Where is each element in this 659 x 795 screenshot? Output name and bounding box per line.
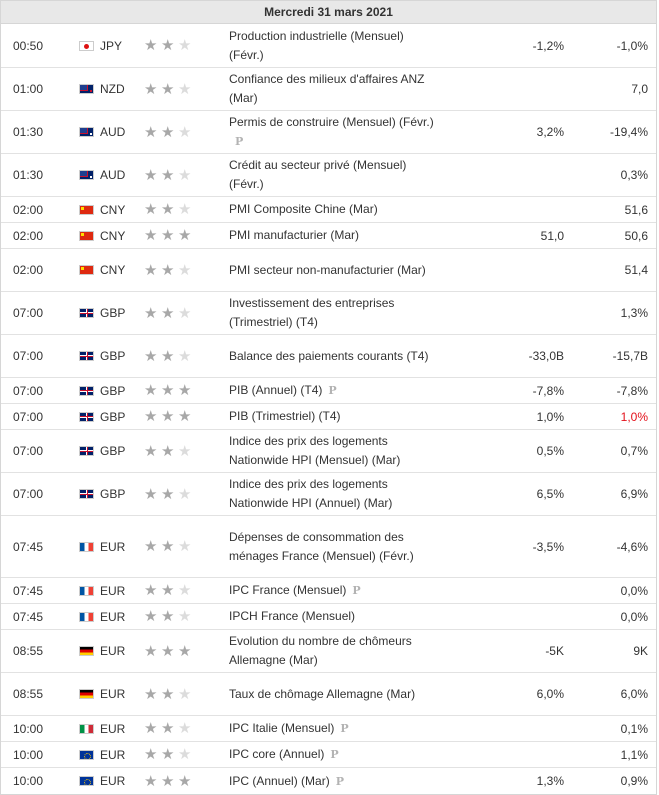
event-previous: -4,6%: [616, 539, 648, 554]
event-time: 02:00: [13, 202, 44, 217]
preliminary-icon: P: [328, 384, 337, 397]
event-previous: 0,0%: [620, 609, 648, 624]
event-currency: [75, 410, 138, 424]
event-name[interactable]: [229, 291, 434, 335]
importance-stars: [138, 202, 229, 217]
event-row[interactable]: [1, 68, 656, 111]
star-icon: ★: [178, 261, 192, 279]
currency-code: JPY: [100, 38, 123, 53]
star-icon: ★: [178, 746, 192, 763]
event-currency: [75, 748, 138, 762]
event-label[interactable]: PMI Composite Chine (Mar): [229, 202, 378, 216]
germany-flag-icon: [79, 646, 94, 656]
australia-flag-icon: [79, 170, 94, 180]
event-time: 01:30: [13, 168, 44, 182]
event-currency: [75, 168, 138, 182]
event-time: 02:00: [13, 263, 44, 277]
italy-flag-icon: [79, 724, 94, 734]
event-time: 10:00: [13, 774, 44, 788]
event-name[interactable]: [229, 24, 434, 68]
uk-flag-icon: [79, 351, 94, 361]
currency-code: EUR: [100, 539, 126, 554]
event-label[interactable]: Taux de chômage Allemagne (Mar): [229, 686, 416, 701]
currency-code: CNY: [100, 263, 126, 277]
importance-stars: [138, 747, 229, 762]
star-icon: ★: [161, 582, 175, 599]
uk-flag-icon: [79, 489, 94, 499]
event-currency: [75, 306, 138, 320]
star-icon: ★: [178, 772, 192, 790]
currency-code: GBP: [100, 487, 126, 501]
importance-stars: [138, 644, 229, 659]
event-previous: -1,0%: [616, 38, 648, 53]
event-time: 07:00: [13, 383, 44, 398]
star-icon: ★: [144, 123, 158, 141]
star-icon: ★: [161, 485, 175, 503]
event-label[interactable]: Balance des paiements courants (T4): [229, 348, 429, 363]
importance-stars: [138, 168, 229, 183]
new-zealand-flag-icon: [79, 84, 94, 94]
currency-code: GBP: [100, 383, 126, 398]
event-previous: 51,4: [624, 263, 648, 277]
star-icon: ★: [144, 772, 158, 790]
france-flag-icon: [79, 542, 94, 552]
event-actual: -1,2%: [532, 38, 564, 53]
event-row[interactable]: [1, 111, 656, 154]
event-label[interactable]: Evolution du nombre de chômeurs Allemagne (Mar): [229, 634, 412, 667]
star-icon: ★: [161, 720, 175, 737]
star-icon: ★: [144, 227, 158, 244]
event-name[interactable]: [229, 67, 434, 111]
event-name[interactable]: [229, 429, 434, 473]
event-time: 07:45: [13, 583, 44, 598]
event-label[interactable]: PIB (Trimestriel) (T4): [229, 409, 341, 423]
event-previous: 50,6: [624, 228, 648, 243]
star-icon: ★: [178, 80, 192, 98]
star-icon: ★: [178, 608, 192, 625]
event-name[interactable]: [229, 472, 434, 516]
currency-code: GBP: [100, 409, 126, 424]
event-currency: [75, 229, 138, 243]
currency-code: GBP: [100, 444, 126, 458]
event-time: 00:50: [13, 38, 44, 53]
star-icon: ★: [161, 772, 175, 790]
event-previous: 0,0%: [620, 583, 648, 598]
event-currency: [75, 687, 138, 701]
star-icon: ★: [144, 80, 158, 98]
event-name[interactable]: [229, 223, 434, 248]
event-label[interactable]: Confiance des milieux d'affaires ANZ (Mar): [229, 72, 425, 105]
star-icon: ★: [161, 304, 175, 322]
star-icon: ★: [161, 746, 175, 763]
event-label[interactable]: IPC core (Annuel): [229, 747, 325, 761]
preliminary-icon: P: [335, 774, 344, 788]
event-actual: 3,2%: [536, 125, 564, 139]
uk-flag-icon: [79, 386, 94, 396]
star-icon: ★: [144, 608, 158, 625]
star-icon: ★: [178, 642, 192, 660]
event-actual: -7,8%: [532, 383, 564, 398]
currency-code: EUR: [100, 747, 126, 762]
event-actual: 6,5%: [536, 487, 564, 501]
star-icon: ★: [144, 37, 158, 54]
star-icon: ★: [161, 261, 175, 279]
star-icon: ★: [144, 582, 158, 599]
importance-stars: [138, 487, 229, 502]
star-icon: ★: [178, 227, 192, 244]
event-previous: 6,9%: [620, 487, 648, 501]
event-row[interactable]: [1, 716, 656, 742]
star-icon: ★: [161, 685, 175, 703]
event-row[interactable]: [1, 604, 656, 630]
event-row[interactable]: [1, 742, 656, 768]
event-name[interactable]: [229, 629, 434, 673]
star-icon: ★: [178, 304, 192, 322]
star-icon: ★: [144, 304, 158, 322]
star-icon: ★: [144, 382, 158, 399]
event-actual: -3,5%: [532, 539, 564, 554]
star-icon: ★: [161, 123, 175, 141]
star-icon: ★: [161, 382, 175, 399]
france-flag-icon: [79, 586, 94, 596]
event-name[interactable]: [229, 716, 434, 741]
star-icon: ★: [144, 538, 158, 555]
event-row[interactable]: [1, 292, 656, 335]
star-icon: ★: [161, 166, 175, 184]
event-actual: -5K: [545, 644, 564, 658]
star-icon: ★: [178, 201, 192, 218]
currency-code: CNY: [100, 202, 126, 217]
event-actual: 0,5%: [536, 444, 564, 458]
australia-flag-icon: [79, 127, 94, 137]
star-icon: ★: [144, 408, 158, 425]
eu-flag-icon: [79, 776, 94, 786]
event-currency: [75, 610, 138, 624]
event-label[interactable]: IPC France (Mensuel): [229, 583, 347, 597]
event-row[interactable]: [1, 578, 656, 604]
event-label[interactable]: IPC (Annuel) (Mar): [229, 773, 330, 788]
events-table: [1, 24, 656, 794]
event-name[interactable]: [229, 258, 434, 283]
event-time: 01:30: [13, 125, 44, 139]
event-currency: [75, 540, 138, 554]
importance-stars: [138, 125, 229, 140]
event-row[interactable]: [1, 249, 656, 292]
event-currency: [75, 487, 138, 501]
event-label[interactable]: Indice des prix des logements Nationwide HPI (Mensuel) (Mar): [229, 434, 401, 467]
star-icon: ★: [161, 642, 175, 660]
eu-flag-icon: [79, 750, 94, 760]
star-icon: ★: [161, 347, 175, 365]
star-icon: ★: [178, 485, 192, 503]
star-icon: ★: [144, 746, 158, 763]
uk-flag-icon: [79, 308, 94, 318]
event-time: 07:00: [13, 409, 44, 424]
event-row[interactable]: [1, 154, 656, 197]
event-previous: 1,3%: [620, 306, 648, 320]
event-currency: [75, 263, 138, 277]
event-label[interactable]: IPC Italie (Mensuel): [229, 721, 335, 735]
event-actual: 51,0: [540, 228, 564, 243]
currency-code: EUR: [100, 687, 126, 701]
event-previous: 0,9%: [620, 774, 648, 788]
currency-code: AUD: [100, 125, 126, 139]
currency-code: EUR: [100, 644, 126, 658]
event-name[interactable]: [229, 153, 434, 197]
event-label[interactable]: Indice des prix des logements Nationwide HPI (Annuel) (Mar): [229, 477, 393, 510]
star-icon: ★: [178, 166, 192, 184]
event-row[interactable]: [1, 673, 656, 716]
event-name[interactable]: [229, 682, 434, 707]
event-row[interactable]: [1, 516, 656, 578]
currency-code: EUR: [100, 721, 126, 736]
importance-stars: [138, 687, 229, 702]
importance-stars: [138, 721, 229, 736]
event-label[interactable]: Investissement des entreprises (Trimestriel) (T4): [229, 296, 395, 329]
star-icon: ★: [144, 720, 158, 737]
event-currency: [75, 125, 138, 139]
star-icon: ★: [144, 485, 158, 503]
event-label[interactable]: PMI manufacturier (Mar): [229, 228, 360, 242]
preliminary-icon: P: [340, 722, 349, 735]
event-row[interactable]: [1, 378, 656, 404]
currency-code: EUR: [100, 609, 126, 624]
event-label[interactable]: Dépenses de consommation des ménages France (Mensuel) (Févr.): [229, 529, 414, 563]
importance-stars: [138, 383, 229, 398]
event-time: 07:45: [13, 609, 44, 624]
event-name[interactable]: [229, 404, 434, 429]
importance-stars: [138, 583, 229, 598]
star-icon: ★: [178, 408, 192, 425]
event-row[interactable]: [1, 24, 656, 68]
star-icon: ★: [161, 608, 175, 625]
event-currency: [75, 774, 138, 788]
star-icon: ★: [178, 37, 192, 54]
importance-stars: [138, 774, 229, 789]
event-row[interactable]: [1, 335, 656, 378]
event-label[interactable]: Permis de construire (Mensuel) (Févr.): [229, 115, 434, 129]
date-header: Mercredi 31 mars 2021: [1, 1, 656, 24]
currency-code: AUD: [100, 168, 126, 182]
preliminary-icon: P: [235, 135, 244, 148]
star-icon: ★: [161, 227, 175, 244]
star-icon: ★: [178, 123, 192, 141]
star-icon: ★: [178, 582, 192, 599]
event-row[interactable]: [1, 223, 656, 249]
star-icon: ★: [161, 538, 175, 555]
event-row[interactable]: [1, 197, 656, 223]
importance-stars: [138, 38, 229, 53]
event-time: 08:55: [13, 644, 44, 658]
star-icon: ★: [178, 538, 192, 555]
event-name[interactable]: [229, 378, 434, 403]
preliminary-icon: P: [330, 748, 339, 761]
importance-stars: [138, 444, 229, 459]
germany-flag-icon: [79, 689, 94, 699]
star-icon: ★: [178, 720, 192, 737]
china-flag-icon: [79, 205, 94, 215]
importance-stars: [138, 409, 229, 424]
event-time: 07:00: [13, 487, 44, 501]
event-row[interactable]: [1, 630, 656, 673]
event-label[interactable]: PMI secteur non-manufacturier (Mar): [229, 262, 426, 277]
event-currency: [75, 722, 138, 736]
event-actual: 6,0%: [536, 687, 564, 701]
star-icon: ★: [144, 442, 158, 460]
event-previous: 51,6: [624, 202, 648, 217]
star-icon: ★: [144, 347, 158, 365]
event-name[interactable]: [229, 110, 434, 154]
currency-code: EUR: [100, 774, 126, 788]
event-actual: -33,0B: [528, 349, 564, 363]
star-icon: ★: [161, 80, 175, 98]
star-icon: ★: [161, 442, 175, 460]
event-row[interactable]: [1, 404, 656, 430]
preliminary-icon: P: [352, 584, 361, 597]
japan-flag-icon: [79, 41, 94, 51]
event-previous: 0,3%: [620, 168, 648, 182]
currency-code: EUR: [100, 583, 126, 598]
currency-code: NZD: [100, 82, 125, 96]
importance-stars: [138, 539, 229, 554]
event-label[interactable]: Crédit au secteur privé (Mensuel) (Févr.): [229, 158, 407, 191]
star-icon: ★: [161, 201, 175, 218]
event-previous: 7,0: [631, 82, 648, 96]
event-previous: 0,1%: [620, 721, 648, 736]
event-previous: -7,8%: [616, 383, 648, 398]
event-currency: [75, 584, 138, 598]
event-label[interactable]: Production industrielle (Mensuel) (Févr.): [229, 28, 404, 62]
star-icon: ★: [144, 261, 158, 279]
event-row[interactable]: [1, 430, 656, 473]
china-flag-icon: [79, 265, 94, 275]
event-previous: 9K: [633, 644, 648, 658]
event-time: 10:00: [13, 721, 44, 736]
event-currency: [75, 349, 138, 363]
star-icon: ★: [144, 166, 158, 184]
event-previous: 0,7%: [620, 444, 648, 458]
event-previous: -19,4%: [609, 125, 648, 139]
event-name[interactable]: [229, 344, 434, 369]
event-name[interactable]: [229, 742, 434, 767]
importance-stars: [138, 306, 229, 321]
event-currency: [75, 203, 138, 217]
currency-code: CNY: [100, 228, 126, 243]
star-icon: ★: [161, 408, 175, 425]
event-actual: 1,3%: [536, 774, 564, 788]
currency-code: GBP: [100, 306, 126, 320]
star-icon: ★: [144, 642, 158, 660]
event-name[interactable]: [229, 604, 434, 629]
china-flag-icon: [79, 231, 94, 241]
event-time: 02:00: [13, 228, 44, 243]
star-icon: ★: [161, 37, 175, 54]
event-time: 07:00: [13, 444, 44, 458]
star-icon: ★: [144, 685, 158, 703]
event-label[interactable]: IPCH France (Mensuel): [229, 609, 356, 623]
france-flag-icon: [79, 612, 94, 622]
event-previous: 1,0%: [620, 409, 648, 424]
event-time: 07:00: [13, 349, 44, 363]
event-time: 07:45: [13, 539, 44, 554]
event-actual: 1,0%: [536, 409, 564, 424]
star-icon: ★: [178, 382, 192, 399]
event-time: 10:00: [13, 747, 44, 762]
event-name[interactable]: [229, 525, 434, 569]
event-name[interactable]: [229, 197, 434, 222]
star-icon: ★: [178, 685, 192, 703]
event-label[interactable]: PIB (Annuel) (T4): [229, 383, 323, 397]
event-row[interactable]: [1, 473, 656, 516]
importance-stars: [138, 609, 229, 624]
event-previous: 1,1%: [620, 747, 648, 762]
event-name[interactable]: [229, 578, 434, 603]
event-currency: [75, 444, 138, 458]
event-currency: [75, 384, 138, 398]
star-icon: ★: [144, 201, 158, 218]
event-previous: -15,7B: [612, 349, 648, 363]
importance-stars: [138, 82, 229, 97]
currency-code: GBP: [100, 349, 126, 363]
event-time: 08:55: [13, 687, 44, 701]
uk-flag-icon: [79, 446, 94, 456]
uk-flag-icon: [79, 412, 94, 422]
star-icon: ★: [178, 442, 192, 460]
star-icon: ★: [178, 347, 192, 365]
event-previous: 6,0%: [620, 687, 648, 701]
event-time: 07:00: [13, 306, 44, 320]
importance-stars: [138, 349, 229, 364]
event-currency: [75, 644, 138, 658]
importance-stars: [138, 263, 229, 278]
event-time: 01:00: [13, 82, 44, 96]
event-currency: [75, 39, 138, 53]
event-currency: [75, 82, 138, 96]
event-row[interactable]: [1, 768, 656, 794]
importance-stars: [138, 228, 229, 243]
